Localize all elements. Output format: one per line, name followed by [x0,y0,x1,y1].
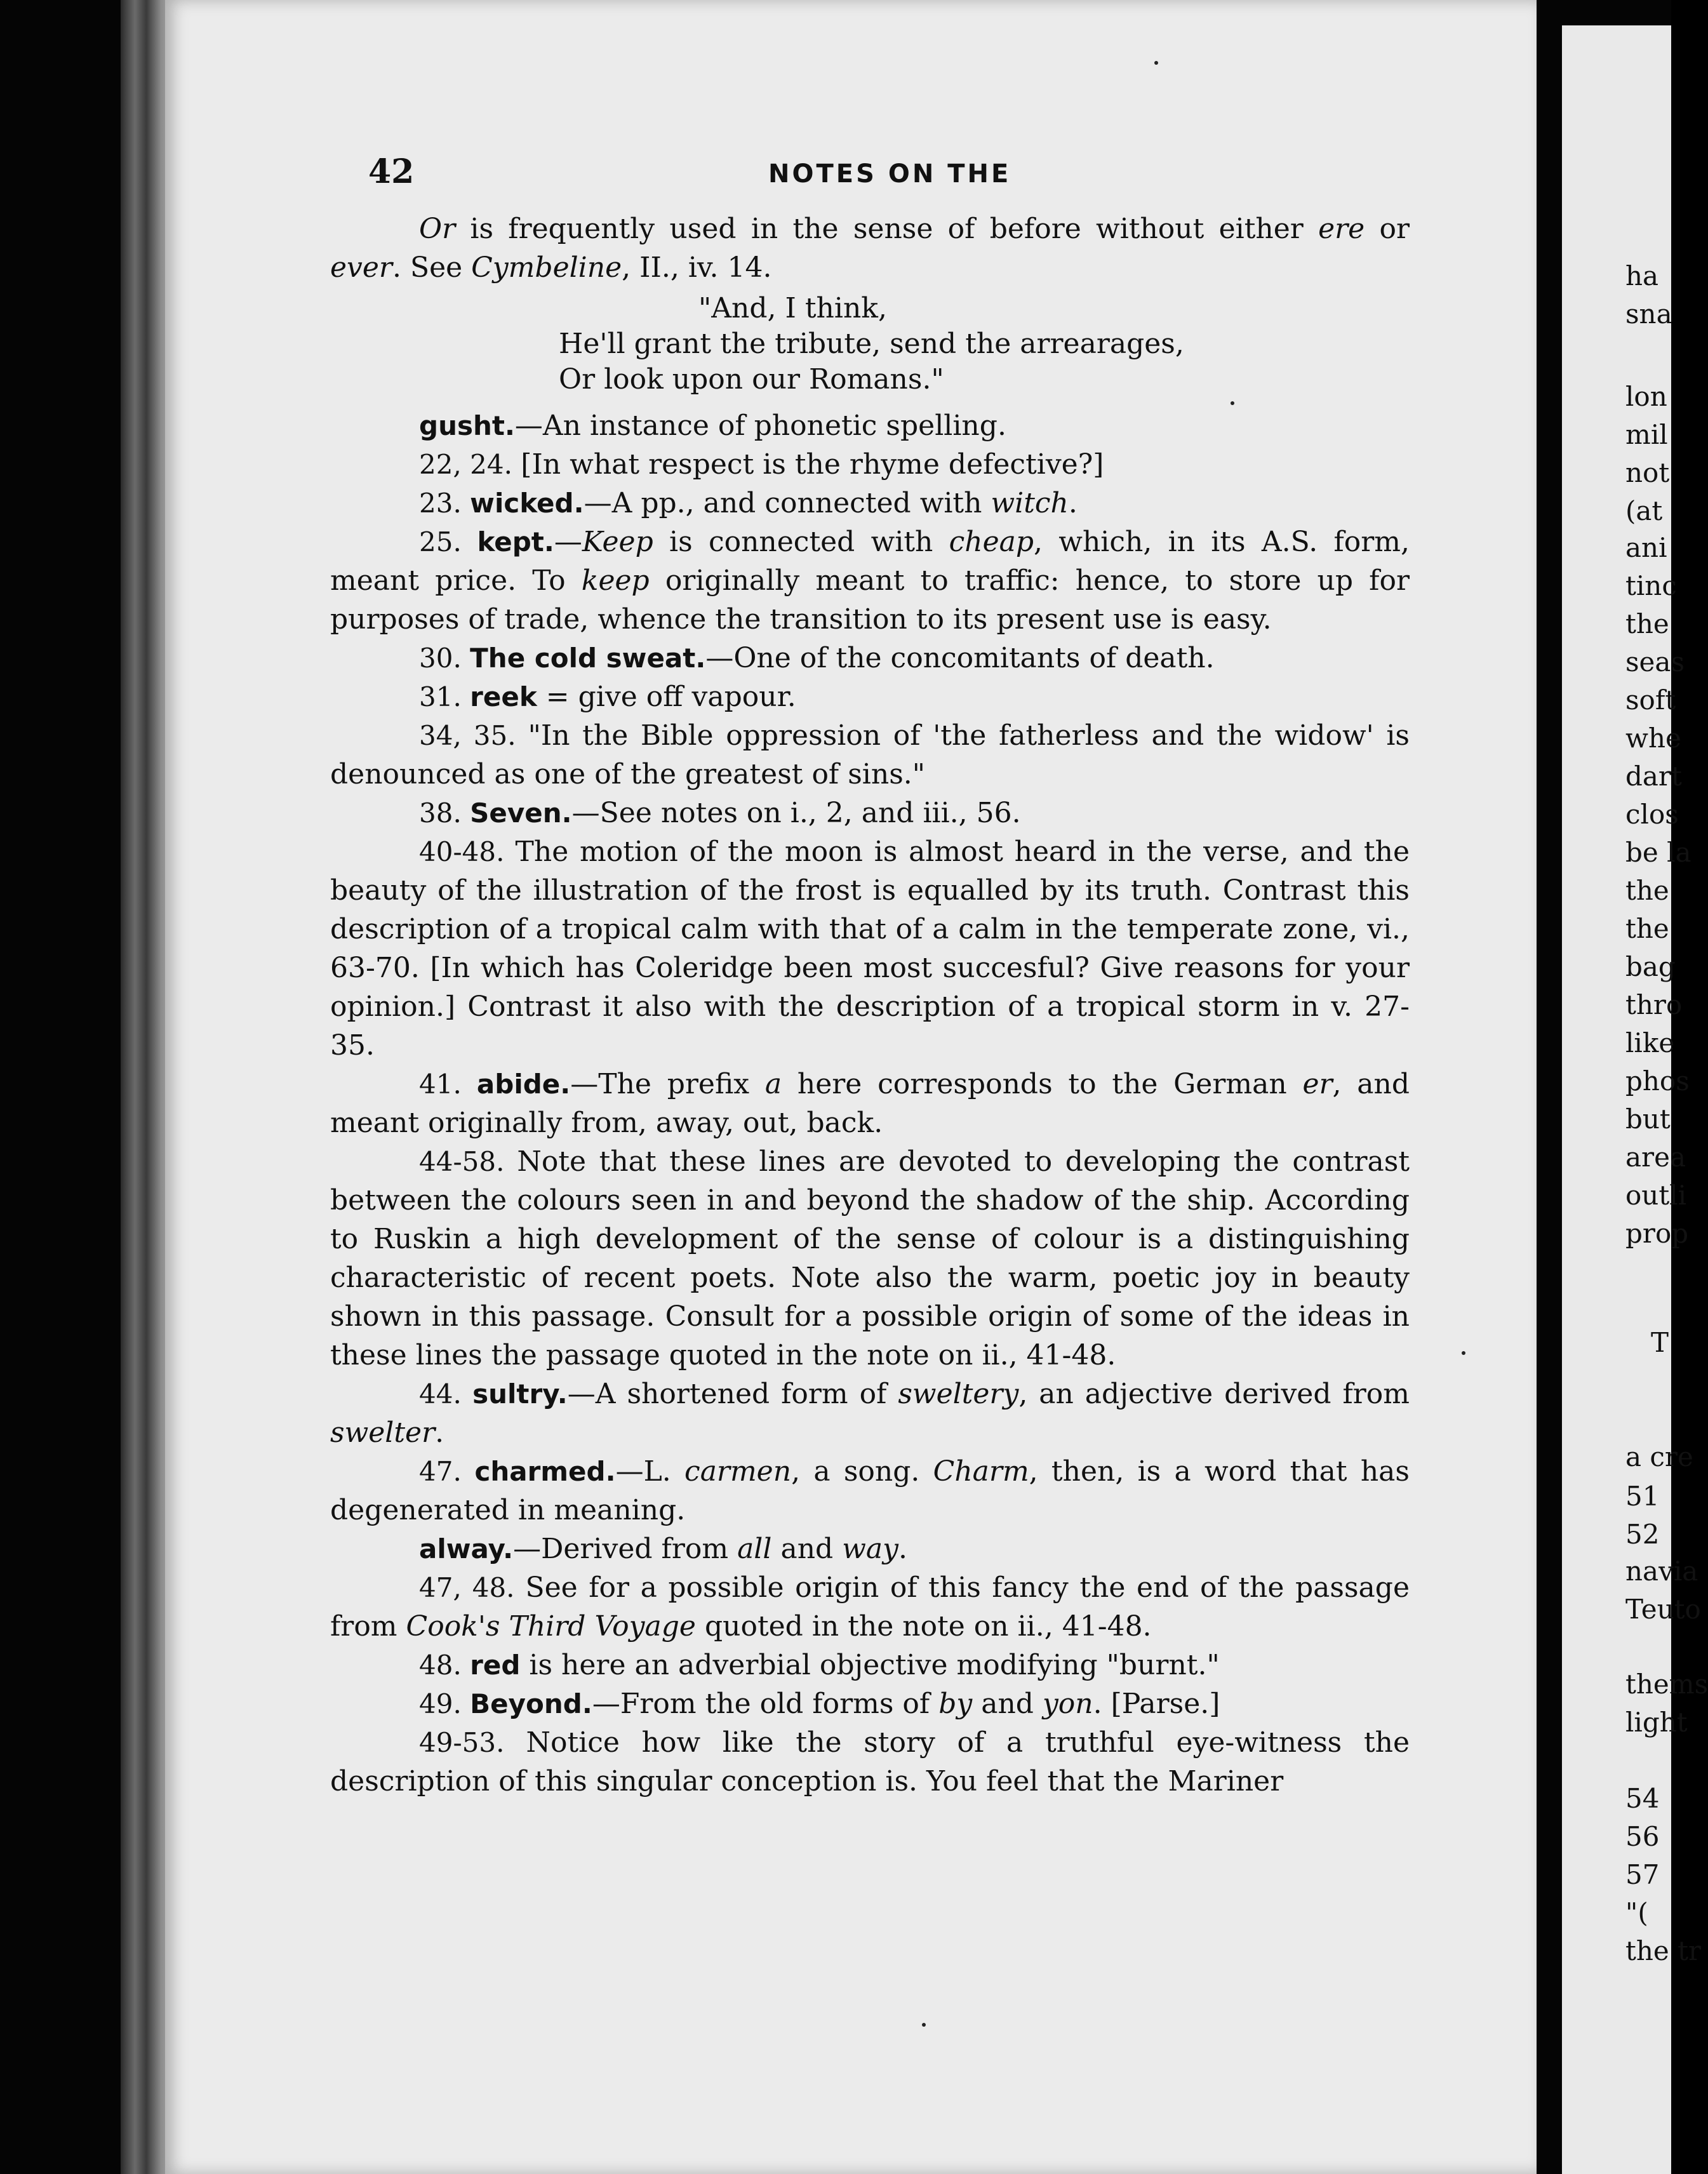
scan-speck [1231,401,1234,405]
note-text: , an adjective derived from [1018,1378,1410,1410]
right-page-fragment: a cre [1625,1441,1693,1472]
note-text: and [771,1533,843,1565]
right-page-fragment: navia [1625,1556,1698,1587]
right-page-fragment: tinc [1625,570,1677,601]
right-page-fragment: mil [1625,419,1668,450]
page-content [330,152,1410,1801]
note-paragraph [330,639,1410,677]
note-text: See for a possible origin of this fancy the end of the passage from [330,1571,1410,1643]
note-text: "In the Bible oppression of 'the fatherless and the widow' is denounced as one of the greatest of sins." [330,719,1410,790]
note-paragraph [330,832,1410,1065]
line-reference: 22, 24. [419,449,521,480]
line-reference: 41. [419,1069,477,1100]
note-text: —Derived from [513,1533,738,1565]
right-page-fragment: ha [1625,260,1659,291]
note-paragraph [330,716,1410,794]
note-text: The motion of the moon is almost heard in the verse, and the beauty of the illustration of the frost is equalled by its truth. Contrast this description of a tropical calm with that of a calm in the temperate zone, vi., 63-70. [In which has Coleridge been most succesful? Give reasons for your opinion.] Contrast it also with the description of a tropical storm in v. 27-35. [330,836,1410,1062]
lemma-term: gusht. [419,410,515,441]
right-page-fragment: thems [1625,1669,1708,1700]
note-text: , and meant originally from, away, out, back. [330,1068,1410,1139]
note-paragraph [330,210,1410,287]
page-number: 42 [368,152,415,191]
right-page-fragment: Teuto [1625,1594,1701,1625]
italic-text: ever [330,251,392,284]
line-reference: 47. [419,1456,475,1487]
note-text: and [972,1688,1043,1720]
note-text: Note that these lines are devoted to developing the contrast between the colours seen in and beyond the shadow of the ship. According to Ruskin a high development of the sense of colour is a distinguishing characteristic of recent poets. Note also the warm, poetic joy in beauty shown in this passage. Consult for a possible origin of some of the ideas in these lines the passage quoted in the note on ii., 41-48. [330,1145,1410,1371]
lemma-term: sultry. [472,1378,568,1410]
line-reference: 49. [419,1688,470,1719]
note-text: —An instance of phonetic spelling. [514,410,1006,442]
italic-text: sweltery [898,1378,1019,1410]
note-text: is frequently used in the sense of before without either [455,213,1319,245]
right-page-fragment: lon [1625,381,1667,412]
lemma-term: abide. [476,1069,571,1100]
right-page-fragment: 56 [1625,1821,1660,1852]
note-text: , then, is a word that has degenerated in meaning. [330,1455,1410,1526]
italic-text: cheap [949,526,1034,558]
right-page-fragment: seas [1625,646,1685,677]
italic-text: er [1302,1068,1333,1100]
right-page-fragment: the tr [1625,1935,1702,1966]
note-text: quoted in the note on ii., 41-48. [695,1610,1152,1643]
right-page-fragment: whe [1625,723,1681,754]
right-page-fragment: light [1625,1707,1688,1738]
block-quote [559,291,1410,397]
note-paragraph [330,1684,1410,1723]
note-paragraph [330,1452,1410,1530]
note-paragraph [330,484,1410,523]
note-paragraph [330,1568,1410,1646]
italic-text: keep [581,564,650,597]
lemma-term: alway. [419,1533,514,1564]
lemma-term: The cold sweat. [470,643,706,674]
right-page-fragment: bag [1625,951,1676,982]
right-page-fragment: be la [1625,837,1691,868]
right-page-fragment: 52 [1625,1519,1660,1550]
note-text: , which, in its A.S. form, meant price. To [330,526,1410,597]
line-reference: 48. [419,1650,470,1681]
italic-text: swelter [330,1417,436,1449]
right-page-fragment: dart [1625,761,1682,792]
quote-line: "And, I think, [698,292,887,324]
right-page-fragment: ani [1625,532,1667,563]
note-text: or [1364,213,1410,245]
line-reference: 34, 35. [419,720,528,751]
right-page-fragment: area [1625,1142,1686,1173]
note-text: —The prefix [570,1068,765,1100]
right-page-fragment: not [1625,457,1670,488]
note-text: , a song. [791,1455,933,1488]
lemma-term: red [470,1650,521,1681]
right-page-fragment: 57 [1625,1859,1660,1890]
line-reference: 44. [419,1378,473,1410]
lemma-term: Beyond. [470,1688,592,1719]
note-text: , II., iv. 14. [622,251,772,284]
note-text: originally meant to traffic: hence, to store up for purposes of trade, whence the transition to its present use is easy. [330,564,1410,636]
line-reference: 31. [419,681,470,712]
scan-speck [1462,1351,1465,1355]
right-page-fragment: the [1625,875,1669,906]
italic-text: Cook's Third Voyage [406,1610,696,1643]
right-page-fragment: prop [1625,1218,1689,1249]
italic-text: yon [1042,1688,1093,1720]
italic-text: ere [1318,213,1365,245]
note-text: . See [392,251,472,284]
note-text: — [554,526,582,558]
lemma-term: wicked. [470,488,584,519]
right-page-fragment: outli [1625,1180,1687,1211]
line-reference: 25. [419,526,477,557]
note-text: . [Parse.] [1093,1688,1220,1720]
lemma-term: kept. [477,526,554,557]
italic-text: Charm [933,1455,1029,1488]
italic-text: carmen [684,1455,792,1488]
right-page-fragment: 51 [1625,1481,1660,1512]
right-page-fragment: but [1625,1104,1671,1135]
note-paragraph [330,677,1410,716]
note-paragraph [330,523,1410,639]
line-reference: 38. [419,797,470,829]
right-page-fragment: like [1625,1027,1675,1058]
italic-text: way [842,1533,898,1565]
right-page-fragment: clos [1625,799,1679,830]
scan-speck [922,2023,926,2027]
note-text: Notice how like the story of a truthful eye-witness the description of this singular conception is. You feel that the Mariner [330,1726,1410,1797]
right-page-fragment: thro [1625,989,1683,1020]
line-reference: 40-48. [419,836,516,867]
note-paragraph [330,1646,1410,1684]
right-page-fragment: sna [1625,298,1672,330]
italic-text: Keep [582,526,653,558]
italic-text: witch [991,487,1069,519]
note-paragraph [330,1142,1410,1375]
note-text: —L. [615,1455,685,1488]
note-text: . [898,1533,907,1565]
note-text: —A pp., and connected with [584,487,991,519]
italic-text: all [737,1533,772,1565]
right-page-fragment: the [1625,913,1669,944]
italic-text: by [938,1688,973,1720]
running-head [330,152,1410,210]
note-paragraph [330,1065,1410,1142]
note-text: [In what respect is the rhyme defective?] [521,448,1104,481]
notes-list [330,406,1410,1801]
line-reference: 47, 48. [419,1572,526,1603]
note-text: is here an adverbial objective modifying "burnt." [520,1649,1220,1681]
line-reference: 30. [419,643,470,674]
scan-speck [1154,61,1158,65]
right-page-fragment: soft [1625,684,1676,716]
italic-text: Cymbeline [471,251,622,284]
note-text: . [1068,487,1078,519]
note-paragraph [330,794,1410,832]
right-page-fragment: T [1651,1327,1669,1358]
note-text: here corresponds to the German [782,1068,1303,1100]
italic-text: Or [419,213,456,245]
right-page-fragment: (at [1625,495,1663,526]
note-paragraph [330,1375,1410,1452]
lemma-term: Seven. [470,797,572,829]
note-paragraph [330,445,1410,484]
italic-text: a [764,1068,782,1100]
right-page-fragment: 54 [1625,1783,1660,1814]
note-text: —See notes on i., 2, and iii., 56. [571,797,1021,829]
quote-line: He'll grant the tribute, send the arrearages, [559,328,1184,360]
note-paragraph [330,1723,1410,1801]
note-paragraph [330,406,1410,445]
quote-line: Or look upon our Romans." [559,363,944,396]
note-text: . [435,1417,444,1449]
intro-paragraphs [330,210,1410,287]
right-page-fragment: the [1625,608,1669,639]
lemma-term: reek [470,681,537,712]
note-text: —A shortened form of [567,1378,898,1410]
note-text: —From the old forms of [592,1688,939,1720]
running-title: NOTES ON THE [768,159,1011,189]
line-reference: 44-58. [419,1146,517,1177]
line-reference: 49-53. [419,1727,526,1758]
line-reference: 23. [419,488,470,519]
note-text: —One of the concomitants of death. [705,642,1215,674]
lemma-term: charmed. [474,1456,616,1487]
note-text: is connected with [653,526,949,558]
right-page-fragment: "( [1625,1897,1648,1928]
note-text: = give off vapour. [537,681,796,713]
right-page-fragment: phos [1625,1065,1690,1097]
note-paragraph [330,1530,1410,1568]
